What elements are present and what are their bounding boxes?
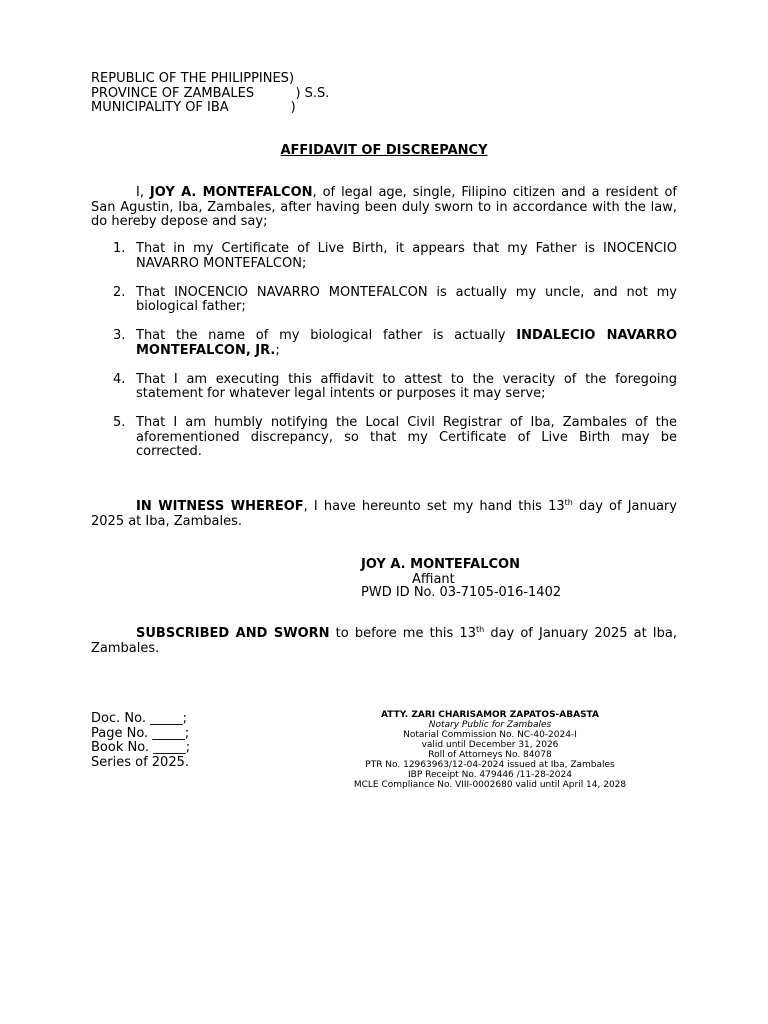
- venue-municipality: MUNICIPALITY OF IBA ): [91, 100, 296, 115]
- jurat-text: to before me this 13: [329, 626, 476, 641]
- page-number: Page No. _____;: [91, 725, 190, 741]
- notary-validity: valid until December 31, 2026: [421, 740, 559, 750]
- notary-title: Notary Public for Zambales: [428, 720, 552, 730]
- list-item: [91, 373, 677, 402]
- affiant-signature-name: JOY A. MONTEFALCON: [361, 557, 520, 572]
- item-number: 4.: [113, 371, 126, 387]
- witness-text: , I have hereunto set my hand this 13: [303, 499, 565, 514]
- notary-block: [330, 710, 650, 790]
- affiant-label: Affiant: [412, 572, 455, 587]
- intro-prefix: I,: [136, 185, 150, 200]
- witness-heading: IN WITNESS WHEREOF: [136, 499, 304, 514]
- item-text-suffix: ;: [275, 342, 280, 358]
- biological-father-name: INDALECIO NAVARRO MONTEFALCON, JR.: [136, 328, 678, 358]
- notary-commission: Notarial Commission No. NC-40-2024-I: [403, 730, 577, 740]
- venue-republic: REPUBLIC OF THE PHILIPPINES): [91, 71, 295, 86]
- witness-paragraph: [91, 500, 677, 529]
- notary-mcle: MCLE Compliance No. VIII-0002680 valid until April 14, 2028: [353, 780, 627, 790]
- venue-block: [91, 72, 329, 116]
- list-item: [91, 242, 677, 271]
- item-text: That I am executing this affidavit to attest to the veracity of the foregoing statement for whatever legal intents or purposes it may serve;: [136, 371, 677, 401]
- affiant-id: PWD ID No. 03-7105-016-1402: [361, 585, 562, 600]
- item-text: That I am humbly notifying the Local Civil Registrar of Iba, Zambales of the aforementioned discrepancy, so that my Certificate of Live Birth may be corrected.: [136, 415, 677, 459]
- intro-paragraph: [91, 186, 677, 230]
- notary-name: ATTY. ZARI CHARISAMOR ZAPATOS-ABASTA: [381, 710, 599, 720]
- witness-text-end: day of January 2025 at Iba, Zambales.: [91, 499, 677, 529]
- document-title: AFFIDAVIT OF DISCREPANCY: [280, 143, 488, 158]
- item-number: 2.: [113, 284, 126, 300]
- item-number: 3.: [113, 328, 126, 343]
- item-number: 1.: [113, 241, 126, 256]
- notary-ibp: IBP Receipt No. 479446 /11-28-2024: [408, 770, 572, 780]
- jurat-paragraph: [91, 627, 677, 656]
- list-item: [91, 286, 677, 315]
- jurat-heading: SUBSCRIBED AND SWORN: [136, 626, 330, 641]
- series-year: Series of 2025.: [91, 754, 189, 770]
- venue-province: PROVINCE OF ZAMBALES ) S.S.: [91, 85, 330, 101]
- item-text-prefix: That the name of my biological father is actually: [136, 328, 517, 343]
- item-text: That INOCENCIO NAVARRO MONTEFALCON is actually my uncle, and not my biological father;: [136, 284, 677, 314]
- jurat-text-end: day of January 2025 at Iba, Zambales.: [91, 626, 677, 656]
- witness-ordinal: th: [564, 498, 573, 507]
- item-number: 5.: [113, 415, 126, 430]
- book-number: Book No. _____;: [91, 740, 191, 755]
- list-item: [91, 416, 677, 460]
- doc-number: Doc. No. _____;: [91, 711, 187, 726]
- intro-rest: , of legal age, single, Filipino citizen and a resident of San Agustin, Iba, Zambales, after having been duly sworn to in accordance with the law, do hereby depose and say;: [91, 185, 678, 229]
- docket-block: [91, 712, 190, 770]
- notary-ptr: PTR No. 12963963/12-04-2024 issued at Iba, Zambales: [365, 760, 615, 770]
- deposition-list: [91, 242, 677, 474]
- list-item: [91, 329, 677, 358]
- affiant-name-inline: JOY A. MONTEFALCON: [149, 185, 313, 200]
- item-text: That in my Certificate of Live Birth, it appears that my Father is INOCENCIO NAVARRO MONTEFALCON;: [136, 241, 677, 271]
- notary-roll: Roll of Attorneys No. 84078: [428, 750, 552, 760]
- jurat-ordinal: th: [475, 625, 485, 634]
